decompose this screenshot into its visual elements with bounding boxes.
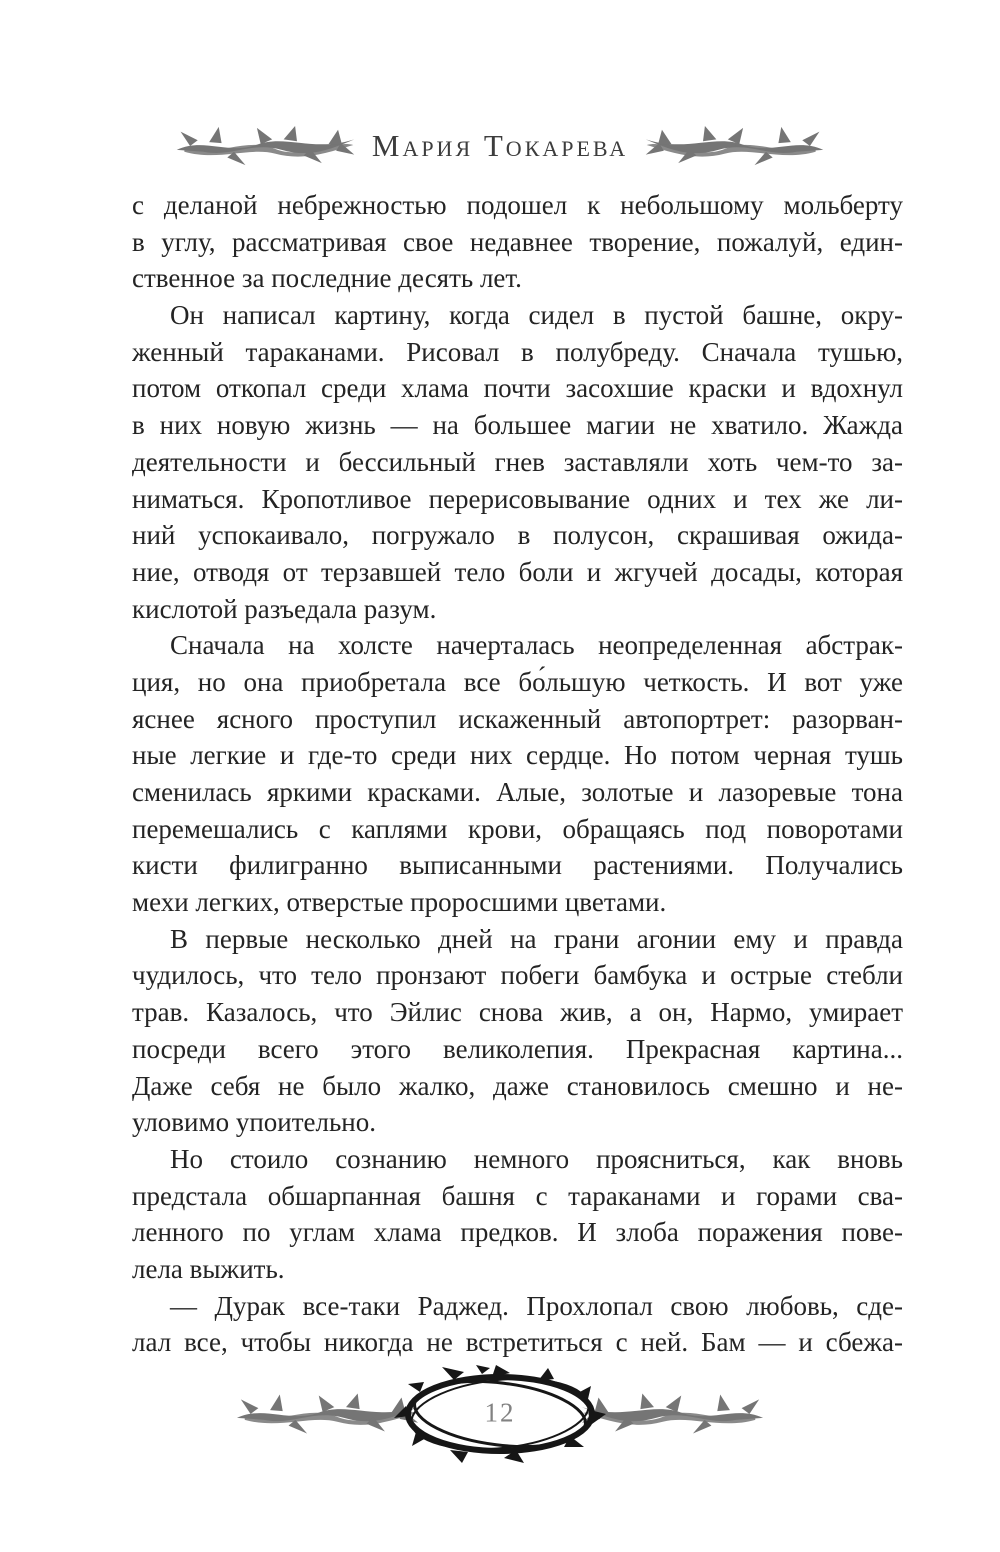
- text-line: мехи легких, отверстые проросшими цветами.: [132, 887, 667, 918]
- page-footer: [0, 1364, 1000, 1464]
- text-line: с деланой небрежностью подошел к небольшому мольберту: [132, 190, 903, 220]
- paragraph: [132, 187, 903, 297]
- text-line: потом откопал среди хлама почти засохшие краски и вдохнул: [132, 373, 903, 404]
- text-line: ниматься. Кропотливое перерисовывание одних и тех же ли-: [132, 483, 903, 514]
- text-line: уловимо упоительно.: [132, 1107, 376, 1138]
- paragraph: [132, 1288, 903, 1361]
- page-number: 12: [484, 1397, 516, 1428]
- text-line: перемешались с каплями крови, обращаясь под поворотами: [132, 813, 903, 844]
- text-line: ний успокаивало, погружало в полусон, скрашивая ожида-: [132, 520, 903, 551]
- text-line: трав. Казалось, что Эйлис снова жив, а он, Нармо, умирает: [132, 997, 903, 1028]
- paragraph: [132, 921, 903, 1141]
- thorn-wreath-ornament: [392, 1364, 608, 1464]
- thorn-branch-icon: [173, 125, 358, 167]
- text-line: в них новую жизнь — на большее магии не хватило. Жажда: [132, 410, 903, 441]
- text-line: В первые несколько дней на грани агонии ему и правда: [170, 923, 903, 954]
- text-line: деятельности и бессильный гнев заставляли хоть чем-то за-: [132, 446, 903, 477]
- text-line: лела выжить.: [132, 1253, 285, 1284]
- text-line: ные легкие и где-то среди них сердце. Но потом черная тушь: [132, 740, 903, 771]
- text-line: ственное за последние десять лет.: [132, 263, 522, 294]
- text-line: Сначала на холсте начерталась неопределенная абстрак-: [170, 630, 903, 661]
- text-line: ция, но она приобретала все бо́льшую четкость. И вот уже: [132, 666, 903, 697]
- text-line: сменилась яркими красками. Алые, золотые и лазоревые тона: [132, 777, 903, 807]
- text-line: — Дурак все-таки Раджед. Прохлопал свою любовь, сде-: [170, 1290, 903, 1321]
- paragraph: [132, 1141, 903, 1288]
- text-line: кисти филигранно выписанными растениями. Получались: [132, 850, 903, 881]
- text-line: лал все, чтобы никогда не встретиться с ней. Бам — и сбежа-: [132, 1327, 903, 1358]
- thorn-branch-icon: [642, 125, 827, 167]
- text-line: предстала обшарпанная башня с тараканами и горами сва-: [132, 1180, 903, 1211]
- author-name: Мария Токарева: [371, 128, 629, 163]
- text-line: Даже себя не было жалко, даже становилось смешно и не-: [132, 1070, 903, 1101]
- text-line: кислотой разъедала разум.: [132, 593, 437, 624]
- text-body: [132, 187, 903, 1361]
- text-line: Но стоило сознанию немного проясниться, как вновь: [170, 1143, 903, 1174]
- text-line: чудилось, что тело пронзают побеги бамбука и острые стебли: [132, 960, 903, 991]
- text-line: ленного по углам хлама предков. И злоба поражения пове-: [132, 1217, 903, 1248]
- text-line: посреди всего этого великолепия. Прекрасная картина...: [132, 1033, 903, 1064]
- text-line: Он написал картину, когда сидел в пустой башне, окру-: [170, 300, 903, 331]
- text-line: ние, отводя от терзавшей тело боли и жгучей досады, которая: [132, 556, 903, 587]
- text-line: яснее ясного проступил искаженный автопортрет: разорван-: [132, 703, 903, 734]
- running-head: [0, 120, 1000, 172]
- text-line: женный тараканами. Рисовал в полубреду. Сначала тушью,: [132, 336, 903, 367]
- paragraph: [132, 627, 903, 921]
- text-line: в углу, рассматривая свое недавнее творение, пожалуй, един-: [132, 226, 903, 257]
- paragraph: [132, 297, 903, 627]
